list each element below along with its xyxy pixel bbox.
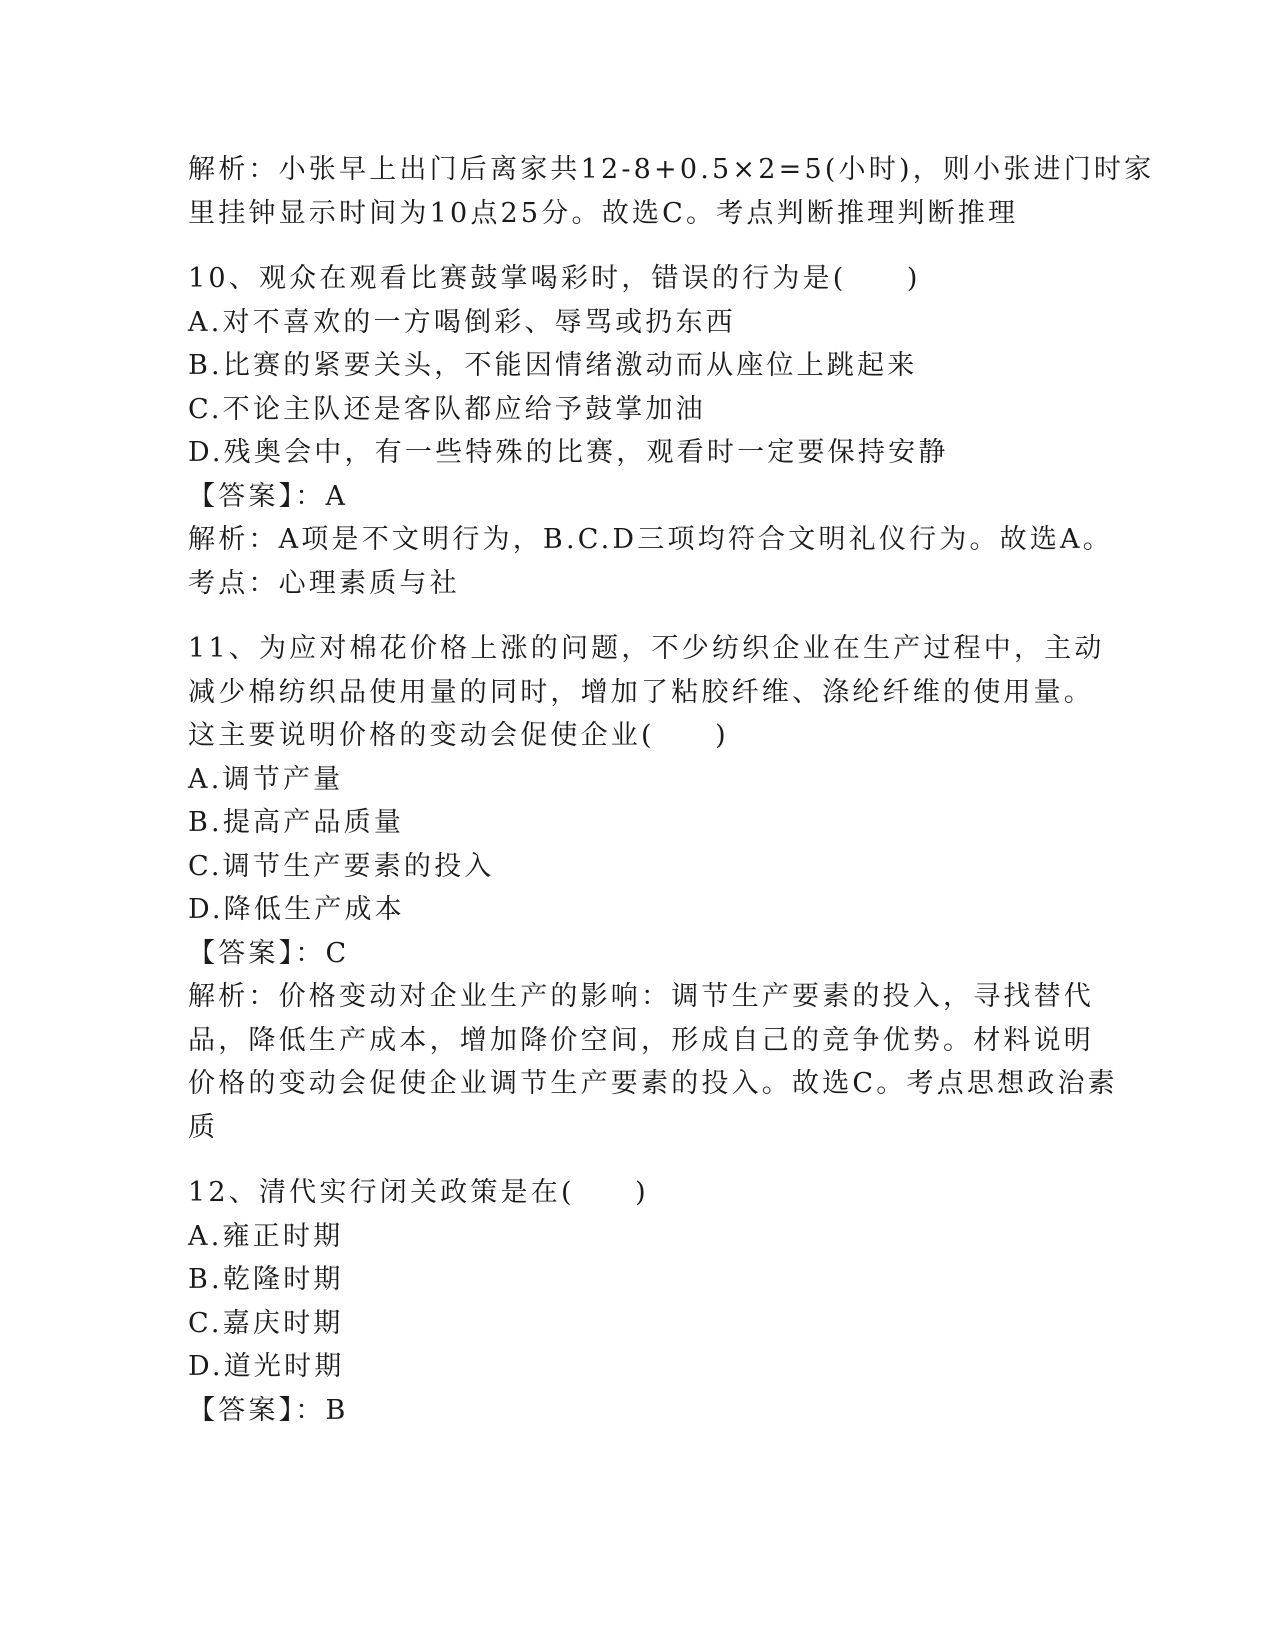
question-11 [188,627,1118,1149]
option-c: C.嘉庆时期 [188,1307,344,1339]
option-d: D.降低生产成本 [188,894,405,925]
answer-line: 【答案】：C [188,937,350,969]
option-b: B.提高产品质量 [188,807,405,838]
analysis-line: 解析：A项是不文明行为，B.C.D三项均符合文明礼仪行为。故选A。 [188,524,1113,555]
option-b: B.比赛的紧要关头，不能因情绪激动而从座位上跳起来 [188,350,918,381]
analysis-line: 解析：价格变动对企业生产的影响：调节生产要素的投入，寻找替代 [188,981,1094,1012]
question-stem: 10、观众在观看比赛鼓掌喝彩时，错误的行为是( ) [188,263,921,294]
question-stem: 减少棉纺织品使用量的同时，增加了粘胶纤维、涤纶纤维的使用量。 [188,676,1094,708]
prev-analysis-block [188,148,1155,235]
option-b: B.乾隆时期 [188,1264,344,1295]
answer-line: 【答案】：B [188,1394,349,1426]
option-a: A.雍正时期 [188,1220,344,1252]
analysis-line: 里挂钟显示时间为10点25分。故选C。考点判断推理判断推理 [188,197,1019,229]
option-a: A.调节产量 [188,763,344,795]
analysis-line: 解析：小张早上出门后离家共12-8+0.5×2=5(小时)，则小张进门时家 [188,154,1155,185]
analysis-line: 品，降低生产成本，增加降价空间，形成自己的竞争优势。材料说明 [188,1024,1094,1056]
analysis-line: 质 [188,1111,219,1143]
option-d: D.道光时期 [188,1351,345,1382]
option-c: C.调节生产要素的投入 [188,850,495,882]
option-a: A.对不喜欢的一方喝倒彩、辱骂或扔东西 [188,306,736,338]
analysis-line: 价格的变动会促使企业调节生产要素的投入。故选C。考点思想政治素 [188,1068,1118,1099]
option-c: C.不论主队还是客队都应给予鼓掌加油 [188,393,706,425]
answer-line: 【答案】：A [188,480,349,512]
document-page [188,148,1155,1432]
question-stem: 12、清代实行闭关政策是在( ) [188,1177,649,1208]
question-12 [188,1171,1088,1432]
question-stem: 11、为应对棉花价格上涨的问题，不少纺织企业在生产过程中，主动 [188,633,1105,664]
question-10 [188,257,1113,605]
question-stem: 这主要说明价格的变动会促使企业( ) [188,720,729,751]
analysis-line: 考点：心理素质与社 [188,567,460,599]
option-d: D.残奥会中，有一些特殊的比赛，观看时一定要保持安静 [188,437,949,468]
